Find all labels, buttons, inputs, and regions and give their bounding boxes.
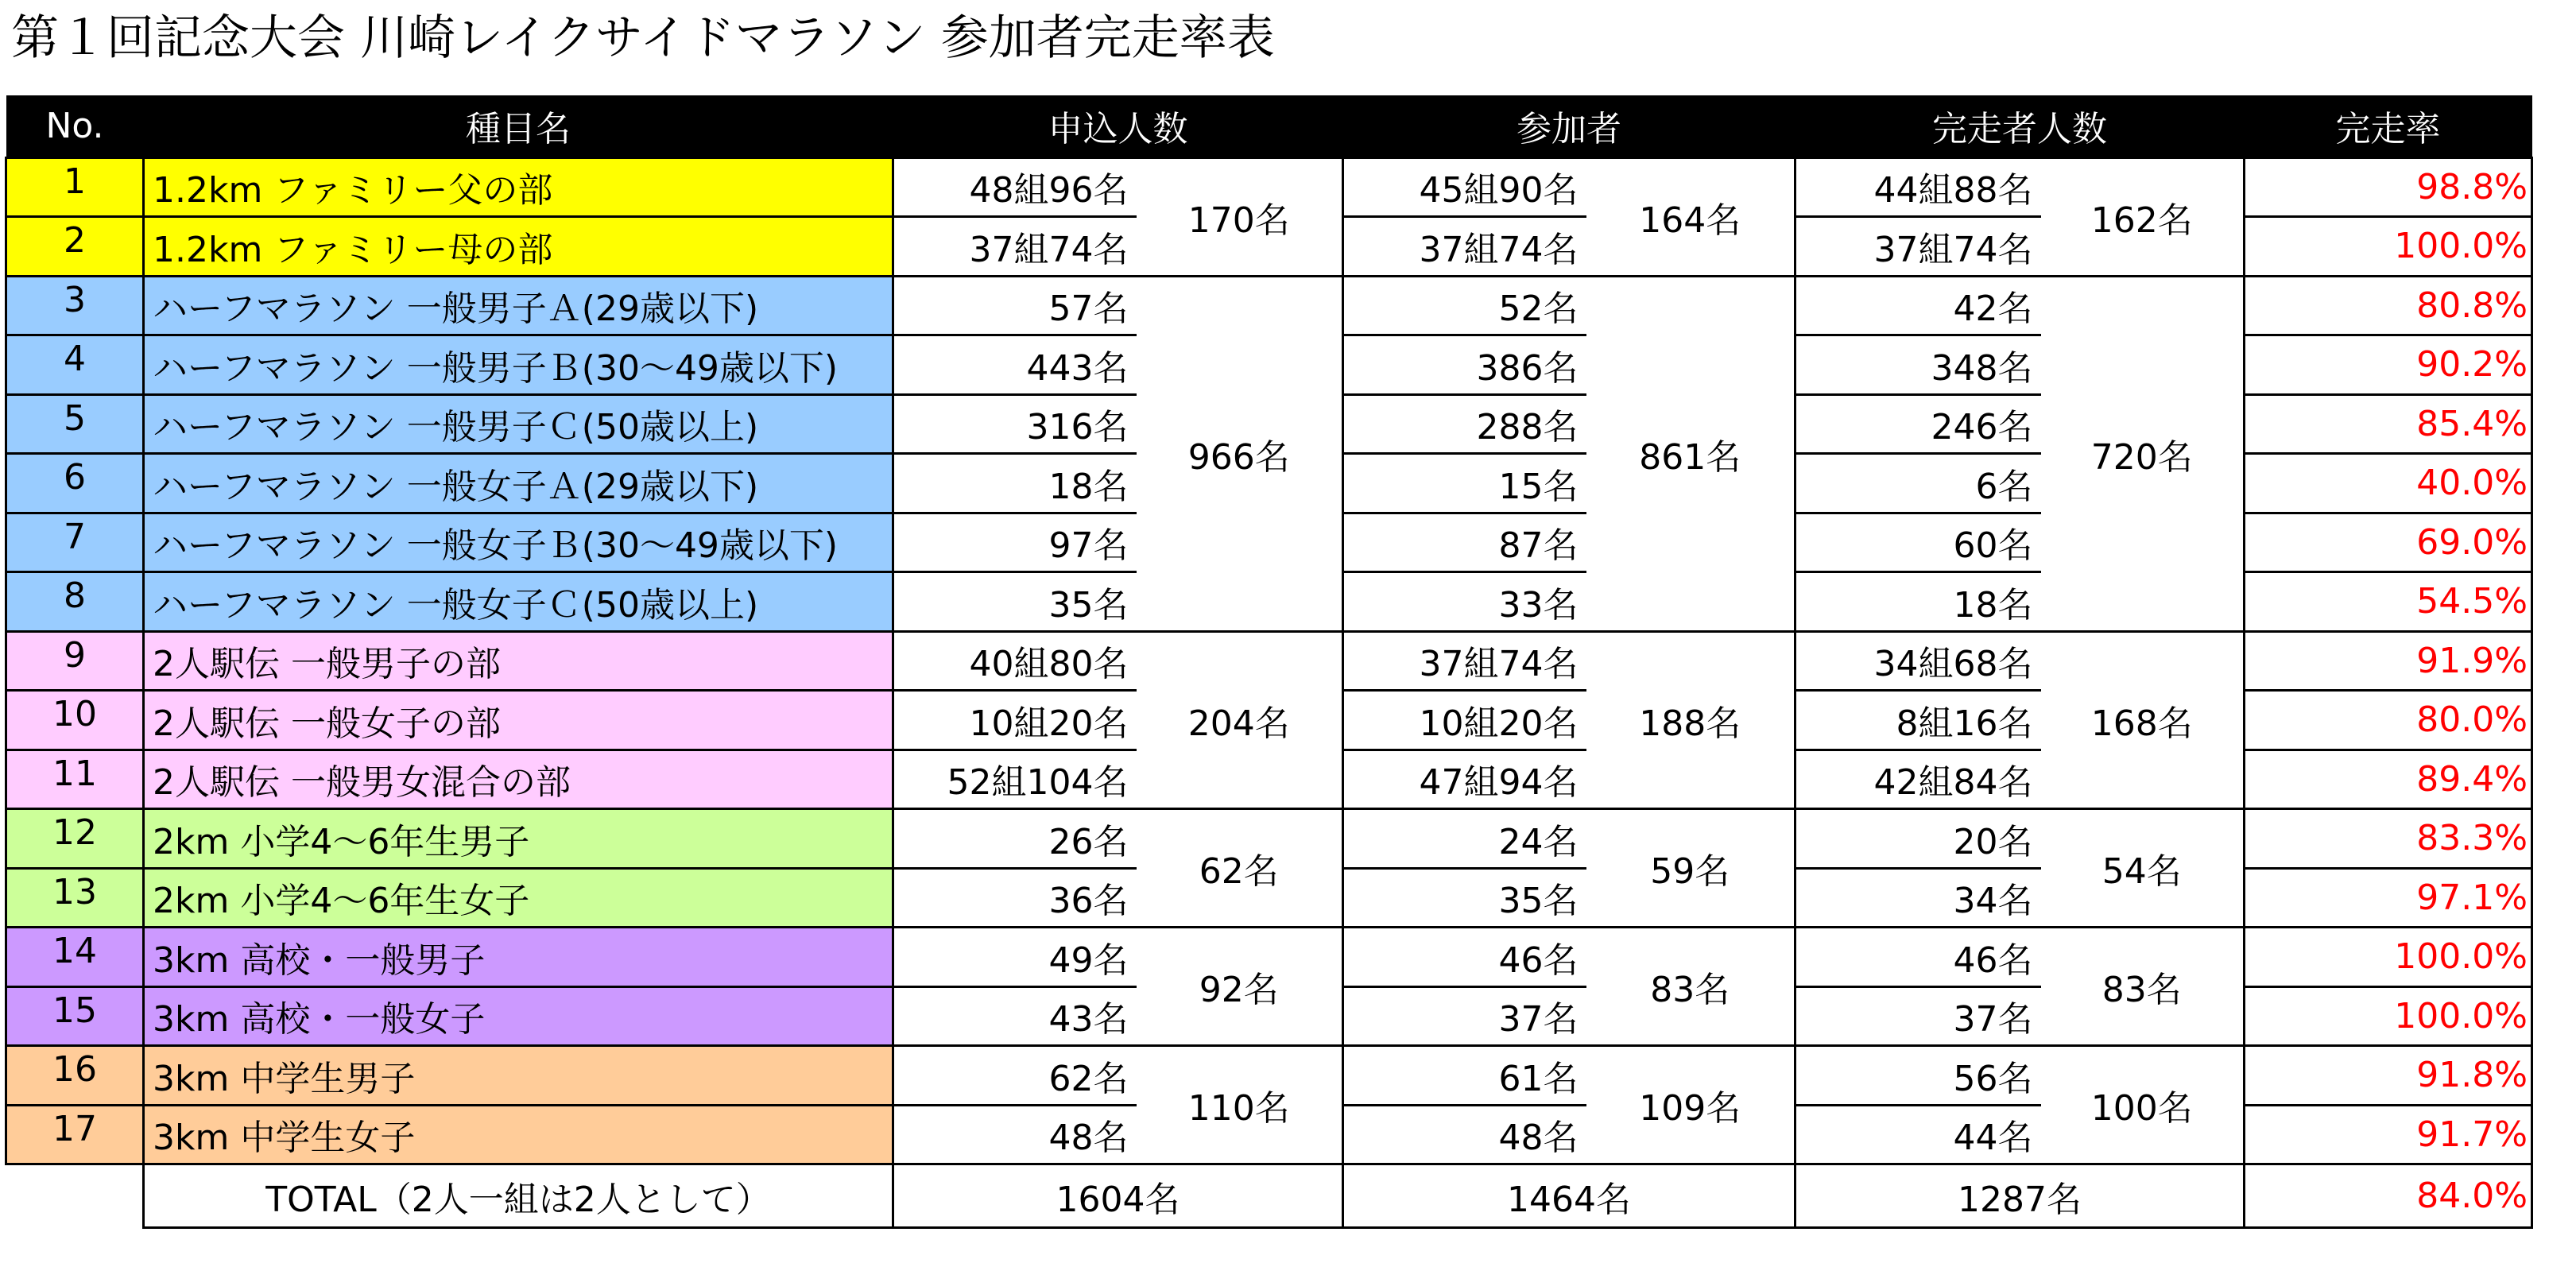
event-name: 2人駅伝 一般男女混合の部 <box>144 750 893 809</box>
finish-rate-cell: 91.9% <box>2245 631 2532 691</box>
applicants-cell: 37組74名 <box>893 217 1137 277</box>
row-no: 17 <box>6 1105 144 1164</box>
header-applicants: 申込人数 <box>893 95 1343 157</box>
participants-group-total: 861名 <box>1586 276 1795 631</box>
applicants-cell: 36名 <box>893 868 1137 928</box>
row-no: 11 <box>6 750 144 809</box>
table-row <box>6 928 2532 987</box>
participants-group-total: 83名 <box>1586 928 1795 1046</box>
finish-rate-cell: 54.5% <box>2245 572 2532 632</box>
applicants-cell: 48名 <box>893 1105 1137 1164</box>
applicants-cell: 40組80名 <box>893 631 1137 691</box>
participants-cell: 24名 <box>1343 809 1586 869</box>
applicants-cell: 48組96名 <box>893 157 1137 217</box>
table-row <box>6 157 2532 217</box>
applicants-cell: 35名 <box>893 572 1137 632</box>
participants-cell: 46名 <box>1343 928 1586 987</box>
header-participants: 参加者 <box>1343 95 1795 157</box>
event-name: ハーフマラソン 一般女子Ｃ(50歳以上) <box>144 572 893 632</box>
participants-cell: 35名 <box>1343 868 1586 928</box>
row-no: 6 <box>6 454 144 513</box>
finishers-cell: 60名 <box>1795 513 2041 572</box>
participants-cell: 47組94名 <box>1343 750 1586 809</box>
table-row <box>6 809 2532 869</box>
participants-cell: 52名 <box>1343 276 1586 335</box>
participants-cell: 15名 <box>1343 454 1586 513</box>
total-label: TOTAL（2人一組は2人として） <box>144 1164 893 1228</box>
event-name: 2人駅伝 一般女子の部 <box>144 691 893 750</box>
row-no: 3 <box>6 276 144 335</box>
participants-cell: 37組74名 <box>1343 217 1586 277</box>
participants-cell: 48名 <box>1343 1105 1586 1164</box>
applicants-cell: 316名 <box>893 394 1137 454</box>
event-name: 2km 小学4～6年生女子 <box>144 868 893 928</box>
finishers-cell: 34組68名 <box>1795 631 2041 691</box>
finishers-group-total: 100名 <box>2041 1046 2245 1164</box>
finish-rate-cell: 97.1% <box>2245 868 2532 928</box>
header-row <box>6 95 2532 157</box>
applicants-cell: 57名 <box>893 276 1137 335</box>
finish-rate-table <box>5 95 2533 1229</box>
finishers-group-total: 720名 <box>2041 276 2245 631</box>
participants-cell: 87名 <box>1343 513 1586 572</box>
page-title: 第１回記念大会 川崎レイクサイドマラソン 参加者完走率表 <box>11 10 1275 66</box>
event-name: ハーフマラソン 一般男子Ｂ(30～49歳以下) <box>144 335 893 395</box>
event-name: 2人駅伝 一般男子の部 <box>144 631 893 691</box>
table-row <box>6 276 2532 335</box>
header-no: No. <box>6 95 144 157</box>
row-no: 15 <box>6 986 144 1046</box>
total-participants: 1464名 <box>1343 1164 1795 1228</box>
table-row <box>6 631 2532 691</box>
total-row <box>6 1164 2532 1228</box>
row-no: 13 <box>6 868 144 928</box>
participants-cell: 288名 <box>1343 394 1586 454</box>
finishers-cell: 20名 <box>1795 809 2041 869</box>
row-no: 2 <box>6 217 144 277</box>
event-name: ハーフマラソン 一般女子Ｂ(30～49歳以下) <box>144 513 893 572</box>
finish-rate-cell: 85.4% <box>2245 394 2532 454</box>
applicants-group-total: 110名 <box>1137 1046 1343 1164</box>
applicants-group-total: 62名 <box>1137 809 1343 928</box>
participants-cell: 61名 <box>1343 1046 1586 1106</box>
finishers-cell: 6名 <box>1795 454 2041 513</box>
participants-cell: 33名 <box>1343 572 1586 632</box>
finish-rate-cell: 91.8% <box>2245 1046 2532 1106</box>
finishers-cell: 42名 <box>1795 276 2041 335</box>
finishers-cell: 18名 <box>1795 572 2041 632</box>
applicants-group-total: 966名 <box>1137 276 1343 631</box>
finishers-cell: 348名 <box>1795 335 2041 395</box>
finish-rate-cell: 100.0% <box>2245 928 2532 987</box>
participants-group-total: 109名 <box>1586 1046 1795 1164</box>
row-no: 9 <box>6 631 144 691</box>
row-no: 1 <box>6 157 144 217</box>
applicants-cell: 18名 <box>893 454 1137 513</box>
applicants-group-total: 92名 <box>1137 928 1343 1046</box>
finishers-cell: 46名 <box>1795 928 2041 987</box>
row-no: 14 <box>6 928 144 987</box>
event-name: 3km 高校・一般男子 <box>144 928 893 987</box>
finishers-cell: 34名 <box>1795 868 2041 928</box>
finishers-cell: 56名 <box>1795 1046 2041 1106</box>
participants-cell: 45組90名 <box>1343 157 1586 217</box>
applicants-group-total: 204名 <box>1137 631 1343 809</box>
row-no: 7 <box>6 513 144 572</box>
event-name: ハーフマラソン 一般女子Ａ(29歳以下) <box>144 454 893 513</box>
finishers-group-total: 168名 <box>2041 631 2245 809</box>
finish-rate-cell: 40.0% <box>2245 454 2532 513</box>
participants-cell: 10組20名 <box>1343 691 1586 750</box>
participants-group-total: 164名 <box>1586 157 1795 276</box>
participants-cell: 386名 <box>1343 335 1586 395</box>
event-name: 1.2km ファミリー母の部 <box>144 217 893 277</box>
participants-cell: 37名 <box>1343 986 1586 1046</box>
event-name: ハーフマラソン 一般男子Ａ(29歳以下) <box>144 276 893 335</box>
finishers-group-total: 54名 <box>2041 809 2245 928</box>
row-no: 10 <box>6 691 144 750</box>
finish-rate-cell: 89.4% <box>2245 750 2532 809</box>
event-name: 3km 中学生男子 <box>144 1046 893 1106</box>
total-applicants: 1604名 <box>893 1164 1343 1228</box>
participants-group-total: 59名 <box>1586 809 1795 928</box>
event-name: 3km 高校・一般女子 <box>144 986 893 1046</box>
applicants-cell: 10組20名 <box>893 691 1137 750</box>
finishers-group-total: 83名 <box>2041 928 2245 1046</box>
finishers-cell: 37組74名 <box>1795 217 2041 277</box>
finish-rate-cell: 98.8% <box>2245 157 2532 217</box>
applicants-cell: 97名 <box>893 513 1137 572</box>
finishers-cell: 246名 <box>1795 394 2041 454</box>
total-rate: 84.0% <box>2245 1164 2532 1228</box>
header-event: 種目名 <box>144 95 893 157</box>
finish-rate-cell: 83.3% <box>2245 809 2532 869</box>
finishers-cell: 8組16名 <box>1795 691 2041 750</box>
applicants-cell: 43名 <box>893 986 1137 1046</box>
finishers-group-total: 162名 <box>2041 157 2245 276</box>
applicants-cell: 26名 <box>893 809 1137 869</box>
event-name: 2km 小学4～6年生男子 <box>144 809 893 869</box>
finishers-cell: 42組84名 <box>1795 750 2041 809</box>
finish-rate-cell: 100.0% <box>2245 217 2532 277</box>
finishers-cell: 44組88名 <box>1795 157 2041 217</box>
finishers-cell: 37名 <box>1795 986 2041 1046</box>
header-finishers: 完走者人数 <box>1795 95 2245 157</box>
header-rate: 完走率 <box>2245 95 2532 157</box>
row-no: 8 <box>6 572 144 632</box>
applicants-group-total: 170名 <box>1137 157 1343 276</box>
participants-group-total: 188名 <box>1586 631 1795 809</box>
total-finishers: 1287名 <box>1795 1164 2245 1228</box>
participants-cell: 37組74名 <box>1343 631 1586 691</box>
total-blank-cell <box>6 1164 144 1228</box>
finish-rate-cell: 100.0% <box>2245 986 2532 1046</box>
table-row <box>6 1046 2532 1106</box>
applicants-cell: 443名 <box>893 335 1137 395</box>
finish-rate-cell: 69.0% <box>2245 513 2532 572</box>
event-name: 1.2km ファミリー父の部 <box>144 157 893 217</box>
event-name: ハーフマラソン 一般男子Ｃ(50歳以上) <box>144 394 893 454</box>
event-name: 3km 中学生女子 <box>144 1105 893 1164</box>
applicants-cell: 49名 <box>893 928 1137 987</box>
applicants-cell: 62名 <box>893 1046 1137 1106</box>
finishers-cell: 44名 <box>1795 1105 2041 1164</box>
row-no: 5 <box>6 394 144 454</box>
finish-rate-cell: 80.8% <box>2245 276 2532 335</box>
row-no: 16 <box>6 1046 144 1106</box>
row-no: 4 <box>6 335 144 395</box>
finish-rate-cell: 80.0% <box>2245 691 2532 750</box>
row-no: 12 <box>6 809 144 869</box>
finish-rate-cell: 90.2% <box>2245 335 2532 395</box>
finish-rate-cell: 91.7% <box>2245 1105 2532 1164</box>
applicants-cell: 52組104名 <box>893 750 1137 809</box>
